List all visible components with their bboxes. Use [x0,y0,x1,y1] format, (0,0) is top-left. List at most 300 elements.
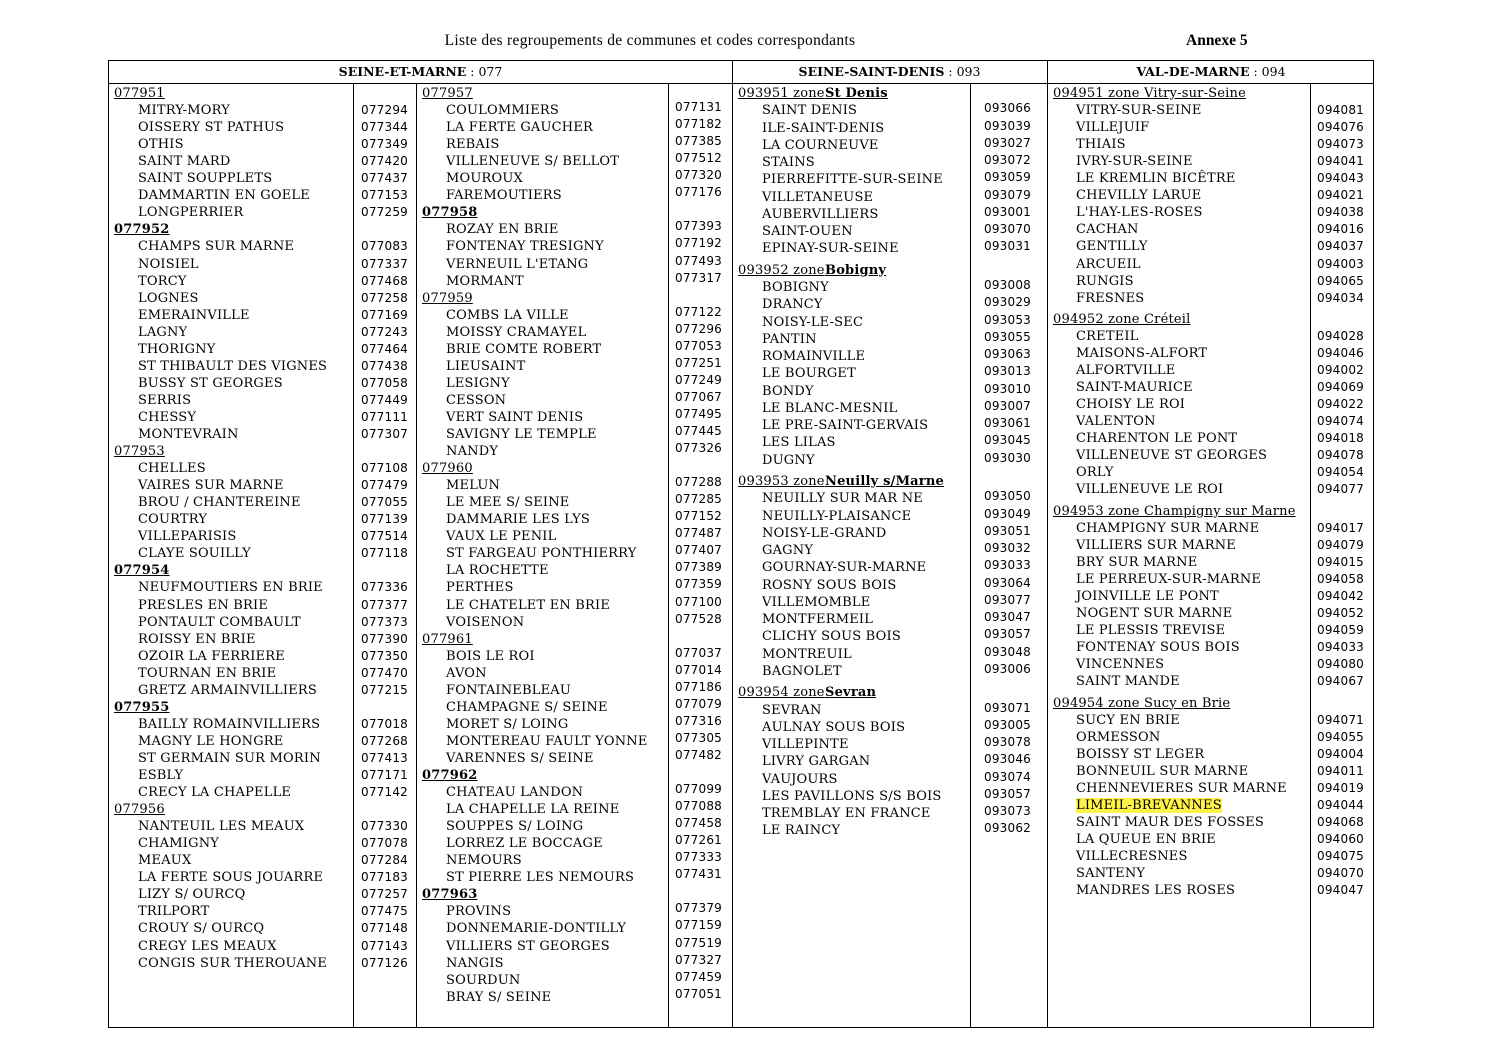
commune-code: 077169 [361,307,409,322]
zone-name: Neuilly s/Marne [825,474,944,490]
commune-name: VINCENNES [1076,657,1165,673]
commune-code: 077470 [361,665,409,680]
commune-name: IVRY-SUR-SEINE [1076,154,1193,170]
commune-name: VARENNES S/ SEINE [446,750,594,766]
commune-code: 077479 [361,478,409,493]
dept-name: VAL-DE-MARNE [1136,64,1250,79]
commune-name: DAMMARIE LES LYS [446,512,591,528]
commune-name: FONTENAY TRESIGNY [446,239,604,255]
commune-name: PANTIN [762,331,817,347]
commune-code: 077317 [675,270,723,285]
commune-code: 077379 [675,901,723,916]
commune-code: 077215 [361,682,409,697]
commune-code: 094017 [1317,520,1365,535]
commune-code: 093033 [984,558,1032,573]
commune-name: LE KREMLIN BICÊTRE [1076,171,1236,187]
commune-name: NANGIS [446,955,504,971]
commune-name: DONNEMARIE-DONTILLY [446,921,627,937]
commune-name: ROZAY EN BRIE [446,222,559,238]
commune-name: BOBIGNY [762,280,829,296]
commune-code: 077139 [361,512,409,527]
group-code-header: 077953 [114,444,165,460]
commune-code: 093072 [984,153,1032,167]
commune-name: LE CHATELET EN BRIE [446,597,611,613]
commune-code: 077037 [675,645,723,660]
commune-name: PRESLES EN BRIE [138,597,269,613]
commune-name: SAINT MARD [138,154,231,170]
commune-code: 094070 [1317,866,1365,881]
commune-code: 077182 [675,117,723,132]
commune-name: STAINS [762,155,815,170]
commune-name: OTHIS [138,137,184,153]
commune-code: 077437 [361,171,409,186]
commune-code: 077122 [675,304,723,319]
commune-code: 077111 [361,409,409,424]
commune-code: 094047 [1317,883,1365,898]
commune-code: 094028 [1317,328,1365,343]
commune-code: 093077 [984,592,1032,607]
commune-code: 094041 [1317,154,1365,169]
commune-name: CHENNEVIERES SUR MARNE [1076,780,1287,796]
sub-divider-4 [970,83,971,1027]
commune-code: 094054 [1317,465,1365,480]
commune-code: 094067 [1317,674,1365,689]
commune-name: MOUROUX [446,171,523,187]
commune-code: 093057 [984,627,1032,642]
commune-name: MAGNY LE HONGRE [138,733,284,749]
commune-name: VALENTON [1076,414,1156,430]
commune-name: CLAYE SOUILLY [138,546,251,562]
commune-name: EPINAY-SUR-SEINE [762,241,899,257]
commune-code: 094002 [1317,363,1365,378]
zone-name: Sevran [825,685,877,701]
commune-code: 077186 [675,679,723,694]
commune-name: ESBLY [138,768,184,783]
commune-name: LE PERREUX-SUR-MARNE [1076,571,1262,587]
commune-name: LAGNY [138,324,188,340]
commune-name: OZOIR LA FERRIERE [138,648,285,664]
commune-code: 094075 [1317,848,1365,863]
commune-name: ROSNY SOUS BOIS [762,577,897,593]
group-code-header: 093951 zone [738,86,825,101]
commune-name: LES LILAS [762,435,836,451]
commune-name: SUCY EN BRIE [1076,712,1180,728]
commune-code: 077088 [675,799,723,814]
commune-code: 077337 [361,256,409,271]
commune-code: 077333 [675,850,723,865]
commune-name: BAILLY ROMAINVILLIERS [138,716,321,732]
commune-name: BUSSY ST GEORGES [138,375,283,391]
commune-code: 077078 [361,836,409,851]
dept-name: SEINE-ET-MARNE [338,64,467,79]
dept-header-seine-saint-denis [732,64,1047,79]
group-code-header: 094951 zone Vitry-sur-Seine [1053,86,1246,101]
commune-name: BRY SUR MARNE [1076,554,1198,570]
commune-name: SAINT MAUR DES FOSSES [1076,814,1264,830]
commune-code: 093006 [984,661,1032,676]
commune-code: 093010 [984,381,1032,396]
commune-code: 077475 [361,904,409,919]
commune-name: LORREZ LE BOCCAGE [446,836,603,852]
group-code-header: 077960 [422,461,473,477]
commune-name: LOGNES [138,290,199,306]
commune-name: NEUILLY SUR MAR NE [762,491,923,507]
commune-name: VILLEPARISIS [138,529,237,545]
commune-name: TRILPORT [138,904,210,920]
commune-code: 093005 [984,717,1032,732]
commune-code: 077487 [675,526,723,541]
commune-code: 077251 [675,355,723,370]
commune-name: THIAIS [1076,137,1126,153]
commune-name: CHATEAU LANDON [446,785,584,801]
commune-name: NANDY [446,444,499,460]
commune-code: 093059 [984,170,1032,185]
commune-name: VILLEPINTE [762,737,849,753]
commune-code: 093053 [984,312,1032,327]
zone-name: St Denis [825,86,888,101]
commune-code: 094011 [1317,763,1365,778]
commune-code: 077294 [361,103,409,118]
commune-code: 077018 [361,716,409,731]
commune-code: 093051 [984,523,1032,538]
commune-name: EMERAINVILLE [138,307,250,323]
group-code-header: 077959 [422,290,473,306]
group-code-header: 077951 [114,86,165,101]
commune-name: PERTHES [446,580,514,596]
commune-name: CACHAN [1076,222,1139,238]
commune-name: SAINT MANDE [1076,674,1180,690]
commune-name: CESSON [446,392,507,408]
commune-code: 094052 [1317,606,1365,621]
commune-code: 094080 [1317,657,1365,672]
commune-name: BOISSY ST LEGER [1076,746,1205,762]
commune-code: 077349 [361,137,409,152]
commune-code: 093046 [984,752,1032,767]
commune-code: 093001 [984,204,1032,219]
commune-name: MITRY-MORY [138,103,230,119]
group-code-header: 077955 [114,699,170,715]
commune-code: 093064 [984,575,1032,590]
commune-name: SOUPPES S/ LOING [446,819,584,835]
commune-name: AVON [446,665,487,681]
commune-name: NEUILLY-PLAISANCE [762,508,912,524]
commune-code: 077192 [675,236,723,251]
group-code-header: 077962 [422,768,478,783]
commune-name: RUNGIS [1076,273,1134,289]
commune-name: BOIS LE ROI [446,648,535,664]
commune-name: VERNEUIL L'ETANG [446,256,589,272]
commune-code: 093071 [984,700,1032,715]
commune-name: VERT SAINT DENIS [446,409,584,425]
commune-name: LONGPERRIER [138,205,244,221]
commune-name: SAINT-OUEN [762,224,853,239]
commune-name: CHAMPS SUR MARNE [138,239,295,255]
commune-name: AULNAY SOUS BOIS [762,719,906,735]
commune-name: GENTILLY [1076,239,1148,255]
commune-name: CHARENTON LE PONT [1076,431,1238,447]
commune-code: 077336 [361,580,409,595]
commune-name: NANTEUIL LES MEAUX [138,819,305,835]
commune-name: TORCY [138,273,187,289]
commune-name: VILLENEUVE S/ BELLOT [446,154,620,170]
commune-code: 077131 [675,100,723,115]
commune-code: 077285 [675,492,723,507]
commune-code: 094038 [1317,205,1365,220]
commune-code: 093047 [984,610,1032,625]
commune-name: ROISSY EN BRIE [138,631,256,647]
commune-code: 077407 [675,543,723,558]
commune-code: 093061 [984,416,1032,431]
commune-code: 093027 [984,135,1032,150]
commune-name: MONTREUIL [762,646,852,662]
commune-name: NEMOURS [446,853,522,869]
group-code-header: 077954 [114,563,170,579]
commune-name: SOURDUN [446,972,521,988]
commune-code: 077495 [675,406,723,421]
commune-code: 077079 [675,696,723,711]
commune-name: FONTENAY SOUS BOIS [1076,640,1240,656]
sub-divider-1 [353,83,354,1027]
commune-name: MONTFERMEIL [762,612,874,628]
commune-code: 093066 [984,101,1032,116]
commune-name: LA FERTE GAUCHER [446,120,594,136]
commune-code: 094044 [1317,797,1365,812]
commune-name: MORMANT [446,273,524,289]
group-code-header: 094954 zone Sucy en Brie [1053,695,1231,711]
commune-code: 093078 [984,735,1032,750]
commune-code: 094034 [1317,290,1365,305]
commune-name: BRAY S/ SEINE [446,989,552,1005]
commune-code: 077259 [361,205,409,220]
commune-code: 077514 [361,529,409,544]
commune-name: LIMEIL-BREVANNES [1076,797,1222,813]
group-code-header: 077957 [422,86,473,101]
commune-code: 077431 [675,867,723,882]
commune-name: VILLENEUVE ST GEORGES [1076,448,1268,464]
commune-code: 094043 [1317,171,1365,186]
commune-name: LE BLANC-MESNIL [762,400,898,416]
commune-code: 077296 [675,321,723,336]
commune-code: 077359 [675,577,723,592]
commune-code: 077261 [675,833,723,848]
dept-code: : 077 [466,64,503,79]
commune-code: 093013 [984,364,1032,379]
group-code-header: 093953 zone [738,474,825,490]
commune-name: VAUX LE PENIL [446,529,557,545]
commune-name: L'HAY-LES-ROSES [1076,205,1203,221]
commune-name: LE MEE S/ SEINE [446,495,570,511]
commune-name: CRETEIL [1076,328,1139,344]
commune-code: 077420 [361,154,409,169]
commune-name: SEVRAN [762,702,822,718]
commune-name: CLICHY SOUS BOIS [762,629,901,645]
commune-code: 077459 [675,969,723,984]
commune-code: 077458 [675,816,723,831]
commune-name: CHAMIGNY [138,836,220,852]
commune-code: 077512 [675,151,723,166]
commune-name: NOISY-LE-GRAND [762,525,887,541]
commune-name: COULOMMIERS [446,103,559,119]
commune-code: 094003 [1317,256,1365,271]
commune-name: NOISY-LE-SEC [762,314,864,330]
commune-name: FRESNES [1076,290,1145,306]
commune-code: 094016 [1317,222,1365,237]
commune-code: 093039 [984,118,1032,133]
sub-divider-2 [416,83,417,1027]
commune-name: SAINT-MAURICE [1076,380,1193,396]
dept-code: : 093 [944,64,981,79]
commune-name: LA ROCHETTE [446,563,549,579]
commune-code: 094019 [1317,780,1365,795]
commune-name: PONTAULT COMBAULT [138,614,301,630]
commune-code: 077350 [361,648,409,663]
sub-divider-3 [668,83,669,1027]
commune-code: 077385 [675,134,723,149]
commune-code: 094077 [1317,482,1365,497]
commune-name: DUGNY [762,452,815,468]
commune-code: 094033 [1317,640,1365,655]
group-code-header: 077961 [422,631,473,647]
commune-name: ARCUEIL [1076,256,1141,272]
commune-code: 077330 [361,819,409,834]
commune-name: LIZY S/ OURCQ [138,887,246,903]
commune-name: LE BOURGET [762,366,856,382]
header-divider [109,83,1373,84]
commune-code: 094042 [1317,588,1365,603]
commune-code: 093049 [984,506,1032,521]
commune-name: GRETZ ARMAINVILLIERS [138,682,317,698]
commune-code: 077142 [361,785,409,800]
commune-code: 077148 [361,921,409,936]
commune-code: 093008 [984,278,1032,293]
commune-code: 093062 [984,821,1032,836]
dept-header-seine-et-marne [109,64,732,79]
commune-name: TREMBLAY EN FRANCE [762,806,931,822]
commune-name: MEAUX [138,853,192,869]
commune-name: CHELLES [138,461,206,477]
commune-name: VITRY-SUR-SEINE [1076,103,1202,119]
commune-code: 093029 [984,295,1032,310]
commune-name: CONGIS SUR THEROUANE [138,955,328,971]
commune-name: VAIRES SUR MARNE [138,478,284,494]
commune-name: ILE-SAINT-DENIS [762,120,885,136]
commune-name: SAINT DENIS [762,103,858,119]
commune-code: 077344 [361,120,409,135]
commune-code: 077051 [675,986,723,1001]
commune-code: 093055 [984,329,1032,344]
commune-name: ST THIBAULT DES VIGNES [138,358,328,374]
commune-code: 077014 [675,662,723,677]
commune-name: VILLEMOMBLE [762,594,871,610]
commune-code: 094059 [1317,623,1365,638]
commune-code: 077083 [361,239,409,254]
commune-name: VILLIERS SUR MARNE [1076,537,1236,553]
commune-code: 093073 [984,804,1032,819]
commune-code: 077152 [675,509,723,524]
commune-code: 077445 [675,424,723,438]
commune-code: 093057 [984,786,1032,801]
commune-code: 094004 [1317,746,1365,761]
commune-name: VILLEJUIF [1076,120,1150,136]
commune-name: AUBERVILLIERS [762,206,879,222]
commune-code: 077099 [675,782,723,797]
commune-code: 093048 [984,644,1032,659]
commune-name: BONDY [762,383,814,399]
commune-name: LIVRY GARGAN [762,754,871,770]
commune-code: 077143 [361,938,409,953]
group-code-header: 077963 [422,887,478,903]
commune-code: 094073 [1317,137,1365,152]
commune-code: 077126 [361,955,409,970]
commune-code: 077108 [361,461,409,476]
commune-name: CRECY LA CHAPELLE [138,785,292,801]
commune-name: LE PRE-SAINT-GERVAIS [762,418,929,434]
commune-code: 094058 [1317,571,1365,586]
commune-code: 094078 [1317,448,1365,463]
dept-divider-2 [1047,61,1048,1027]
commune-name: MONTEVRAIN [138,427,239,442]
commune-code: 077413 [361,750,409,765]
commune-name: GOURNAY-SUR-MARNE [762,560,927,576]
commune-name: GAGNY [762,543,814,559]
group-code-header: 077956 [114,802,165,818]
commune-code: 077268 [361,733,409,748]
commune-code: 093070 [984,222,1032,236]
commune-name: FAREMOUTIERS [446,188,562,204]
commune-name: LES PAVILLONS S/S BOIS [762,788,942,804]
commune-name: LA COURNEUVE [762,137,879,153]
commune-name: ST PIERRE LES NEMOURS [446,870,635,886]
commune-code: 077258 [361,290,409,305]
commune-code: 077257 [361,887,409,902]
commune-name: ALFORTVILLE [1076,363,1176,379]
zone-name: Bobigny [825,262,887,278]
commune-name: OISSERY ST PATHUS [138,120,285,136]
commune-name: VOISENON [446,614,525,630]
commune-name: LIEUSAINT [446,358,526,374]
commune-name: ORLY [1076,465,1114,481]
communes-table [108,60,1374,1028]
commune-name: MONTEREAU FAULT YONNE [446,733,648,749]
group-code-header: 093952 zone [738,262,825,278]
commune-code: 093032 [984,541,1032,556]
commune-code: 077183 [361,870,409,885]
commune-name: JOINVILLE LE PONT [1076,588,1219,604]
commune-code: 077393 [675,219,723,234]
commune-name: ORMESSON [1076,729,1161,745]
commune-name: ST FARGEAU PONTHIERRY [446,546,637,562]
commune-code: 094074 [1317,414,1365,429]
commune-name: COURTRY [138,512,208,528]
commune-code: 094022 [1317,397,1365,412]
commune-code: 094037 [1317,239,1365,254]
commune-name: VILLETANEUSE [762,189,874,205]
commune-code: 077055 [361,495,409,510]
commune-code: 077389 [675,560,723,575]
commune-name: LE RAINCY [762,823,841,839]
dept-header-val-de-marne [1047,64,1375,79]
commune-name: NEUFMOUTIERS EN BRIE [138,580,323,596]
commune-code: 094055 [1317,729,1365,744]
commune-name: VAUJOURS [762,771,838,787]
commune-name: SAVIGNY LE TEMPLE [446,427,597,442]
commune-code: 077118 [361,546,409,561]
commune-code: 077449 [361,392,409,407]
commune-code: 077058 [361,375,409,390]
commune-name: SANTENY [1076,866,1146,882]
commune-code: 077327 [675,952,723,967]
commune-name: DRANCY [762,297,823,313]
